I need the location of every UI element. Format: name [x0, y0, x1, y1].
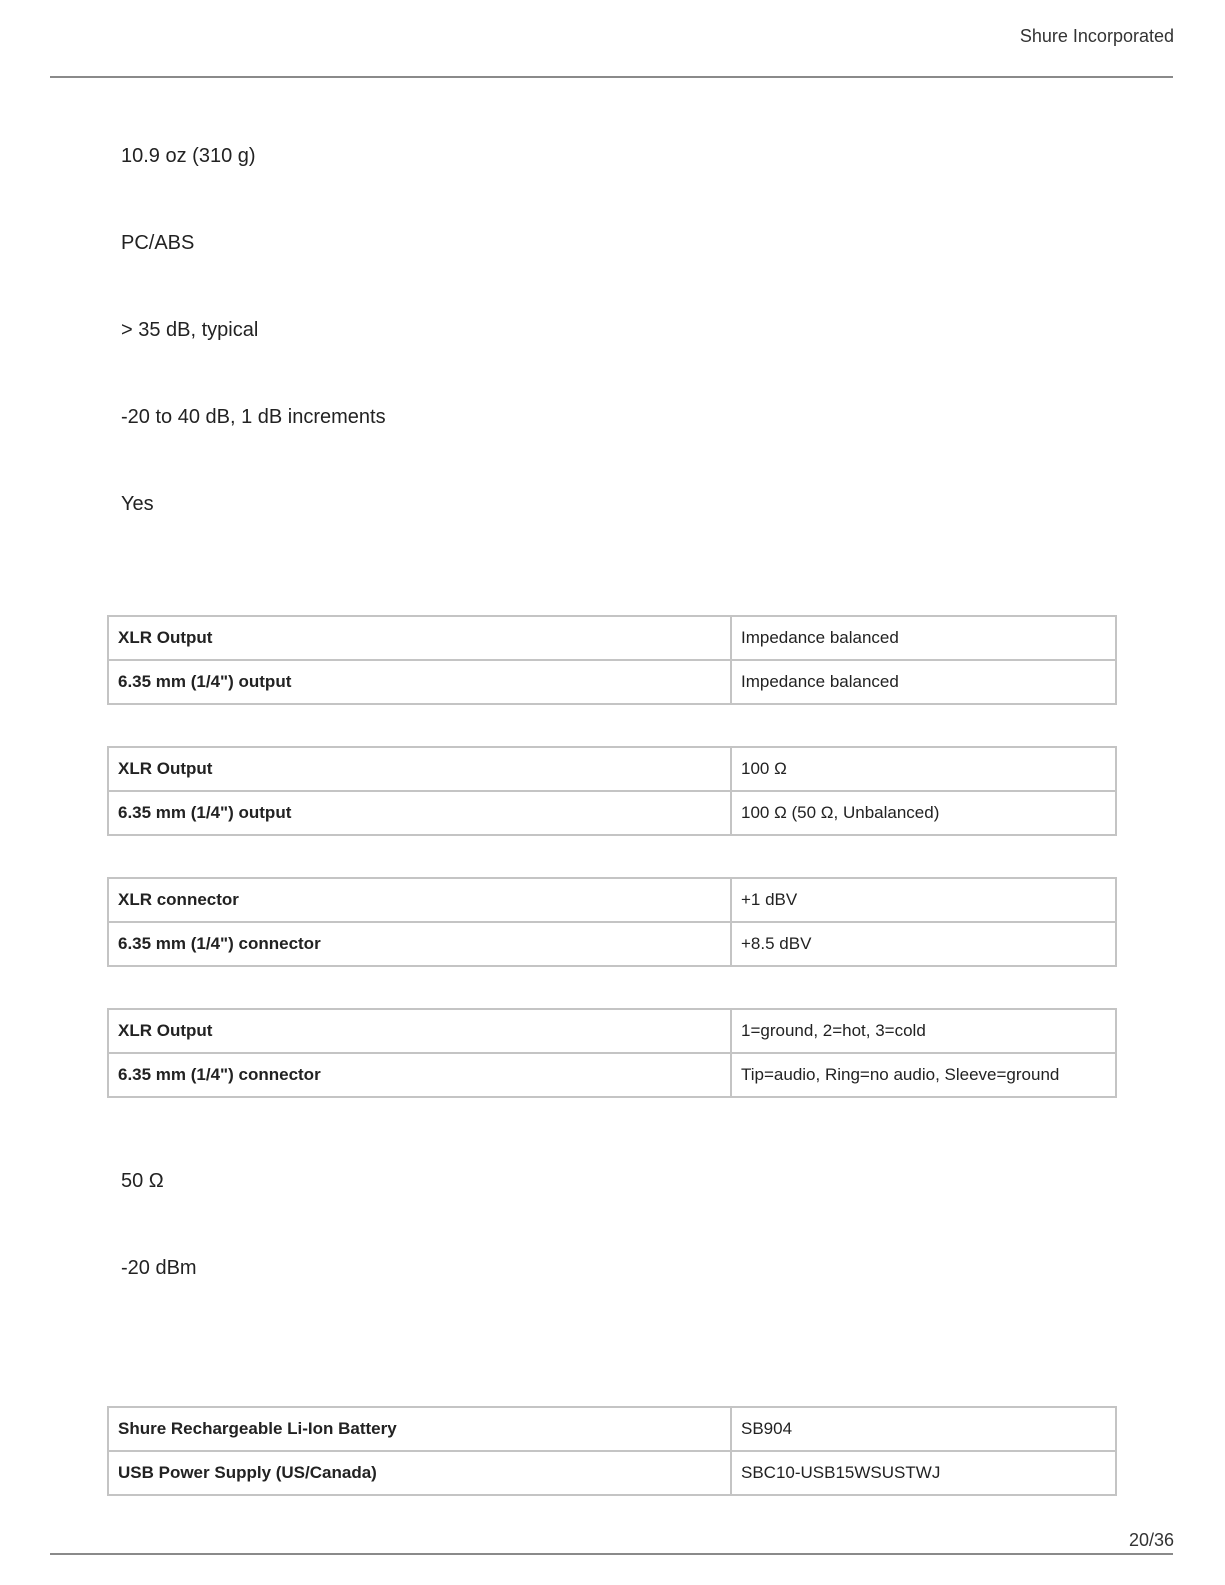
rejection-value: > 35 dB, typical	[121, 319, 259, 341]
table-cell-value: Impedance balanced	[731, 660, 1116, 704]
level-value: -20 dBm	[121, 1257, 197, 1279]
housing-material-value: PC/ABS	[121, 232, 195, 254]
table-cell-value: SB904	[731, 1407, 1116, 1451]
table-cell-value: 1=ground, 2=hot, 3=cold	[731, 1009, 1116, 1053]
table-cell-label: 6.35 mm (1/4") connector	[108, 922, 731, 966]
page-number: 20/36	[1128, 1530, 1174, 1550]
table-cell-label: USB Power Supply (US/Canada)	[108, 1451, 731, 1495]
table-cell-value: 100 Ω (50 Ω, Unbalanced)	[731, 791, 1116, 835]
power-accessories-table	[107, 1406, 1117, 1496]
table-row	[108, 616, 1116, 660]
table-row	[108, 1451, 1116, 1495]
table-cell-label: XLR Output	[108, 1009, 731, 1053]
table-row	[108, 922, 1116, 966]
table-row	[108, 878, 1116, 922]
table-row	[108, 1053, 1116, 1097]
table-cell-label: 6.35 mm (1/4") output	[108, 791, 731, 835]
output-level-table	[107, 877, 1117, 967]
output-configuration-table	[107, 615, 1117, 705]
table-cell-value: +8.5 dBV	[731, 922, 1116, 966]
gain-range-value: -20 to 40 dB, 1 dB increments	[121, 406, 386, 428]
company-name: Shure Incorporated	[1019, 26, 1174, 46]
table-cell-value: Impedance balanced	[731, 616, 1116, 660]
table-cell-value: Tip=audio, Ring=no audio, Sleeve=ground	[731, 1053, 1116, 1097]
feature-yes-value: Yes	[121, 493, 154, 515]
table-cell-label: XLR connector	[108, 878, 731, 922]
table-cell-value: 100 Ω	[731, 747, 1116, 791]
header-divider	[50, 76, 1173, 78]
table-cell-label: 6.35 mm (1/4") connector	[108, 1053, 731, 1097]
impedance-value: 50 Ω	[121, 1170, 164, 1192]
table-row	[108, 747, 1116, 791]
table-row	[108, 1407, 1116, 1451]
table-cell-label: Shure Rechargeable Li-Ion Battery	[108, 1407, 731, 1451]
table-row	[108, 791, 1116, 835]
table-cell-value: SBC10-USB15WSUSTWJ	[731, 1451, 1116, 1495]
table-cell-label: XLR Output	[108, 616, 731, 660]
table-cell-value: +1 dBV	[731, 878, 1116, 922]
weight-value: 10.9 oz (310 g)	[121, 145, 256, 167]
footer-divider	[50, 1553, 1173, 1555]
output-impedance-table	[107, 746, 1117, 836]
table-row	[108, 660, 1116, 704]
table-row	[108, 1009, 1116, 1053]
pin-assignments-table	[107, 1008, 1117, 1098]
table-cell-label: XLR Output	[108, 747, 731, 791]
table-cell-label: 6.35 mm (1/4") output	[108, 660, 731, 704]
